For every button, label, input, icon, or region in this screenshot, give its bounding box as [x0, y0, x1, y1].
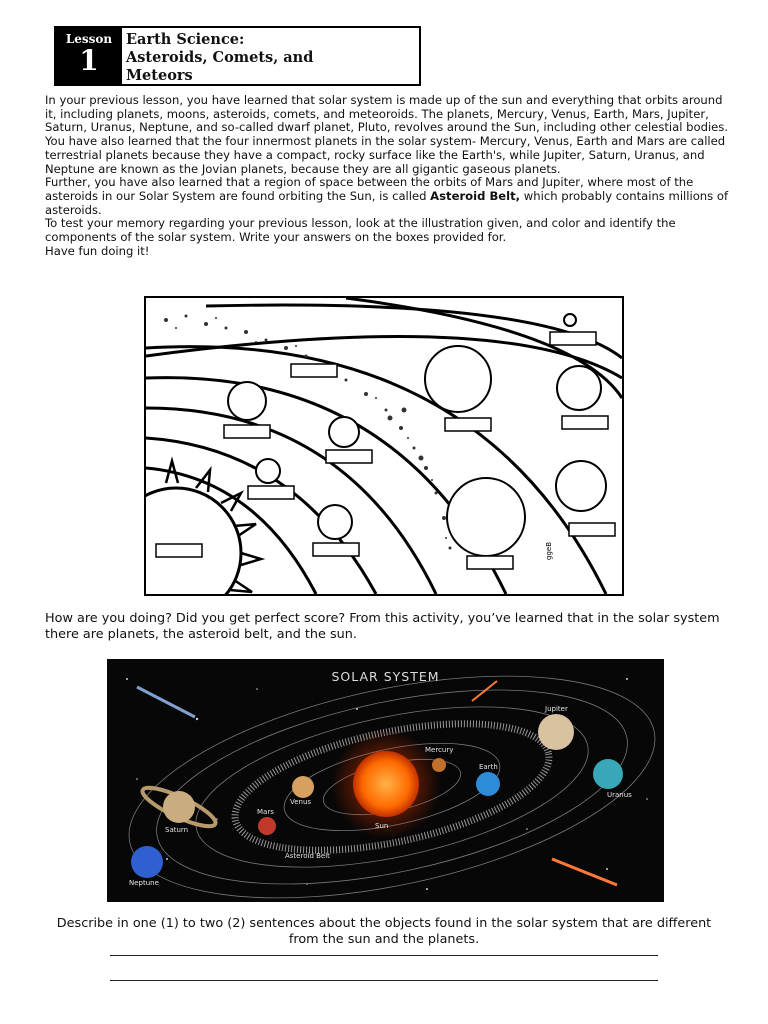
label-mars: Mars [257, 808, 274, 816]
artist-signature: ggeB [545, 542, 553, 560]
answer-line-2[interactable] [110, 980, 658, 981]
intro-paragraph-3: Further, you have also learned that a region of space between the orbits of Mars and Jupiter, where most of the asteroids in our Solar System are found orbiting the Sun, is called Asteroid Belt, which probably contains millions of asteroids. [45, 175, 729, 217]
photo-title: SOLAR SYSTEM [331, 669, 440, 684]
intro-paragraph-4: To test your memory regarding your previous lesson, look at the illustration given, and color and identify the components of the solar system. Write your answers on the boxes provided for. [45, 216, 676, 245]
orbit-diagram [146, 298, 622, 594]
question-prompt: Describe in one (1) to two (2) sentences about the objects found in the solar system that are different from the sun and the planets. [56, 916, 712, 947]
label-asteroid-belt: Asteroid Belt [285, 852, 330, 860]
jupiter [538, 714, 574, 750]
comet [137, 687, 195, 717]
earth [476, 772, 500, 796]
lesson-header [54, 26, 421, 86]
intro-text [45, 94, 735, 258]
lesson-badge [56, 28, 122, 84]
mars [258, 817, 276, 835]
uranus [593, 759, 623, 789]
venus [292, 776, 314, 798]
lesson-title: Earth Science: Asteroids, Comets, and Meteors [126, 31, 314, 84]
intro-paragraph-2: You have also learned that the four innermost planets in the solar system- Mercury, Venus, Earth and Mars are called terrestrial planets because they have a compact, rocky surface like the Earth's, while Jupiter, Saturn, Uranus, and Neptune are known as the Jovian planets, because they are all gigantic gaseous planets. [45, 134, 726, 176]
label-sun: Sun [375, 822, 389, 830]
solar-system-photo [107, 659, 664, 902]
sun [353, 751, 419, 817]
label-saturn: Saturn [165, 826, 189, 834]
neptune [131, 846, 163, 878]
label-venus: Venus [290, 798, 312, 806]
answer-line-1[interactable] [110, 955, 658, 956]
mercury [432, 758, 446, 772]
label-earth: Earth [479, 763, 498, 771]
meteor-2 [552, 859, 617, 885]
label-jupiter: Jupiter [545, 705, 568, 713]
label-mercury: Mercury [425, 746, 454, 754]
asteroid-belt-term: Asteroid Belt, [430, 188, 521, 203]
meteor [472, 681, 497, 701]
lesson-number: 1 [79, 44, 99, 77]
solar-system-photo-art [107, 659, 664, 902]
checkpoint-paragraph: How are you doing? Did you get perfect score? From this activity, you’ve learned that in the solar system there are planets, the asteroid belt, and the sun. [45, 611, 720, 642]
solar-system-worksheet-illustration [144, 296, 624, 596]
label-neptune: Neptune [129, 879, 159, 887]
lesson-label: Lesson [65, 32, 113, 46]
intro-paragraph-5: Have fun doing it! [45, 243, 150, 258]
intro-paragraph-1: In your previous lesson, you have learned that solar system is made up of the sun and everything that orbits around it, including planets, moons, asteroids, comets, and meteoroids. The planets, Mercury, Venus, Earth, Mars, Jupiter, Saturn, Uranus, Neptune, and so-called dwarf planet, Pluto, revolves around the Sun, including other celestial bodies. [45, 93, 729, 135]
label-uranus: Uranus [607, 791, 632, 799]
